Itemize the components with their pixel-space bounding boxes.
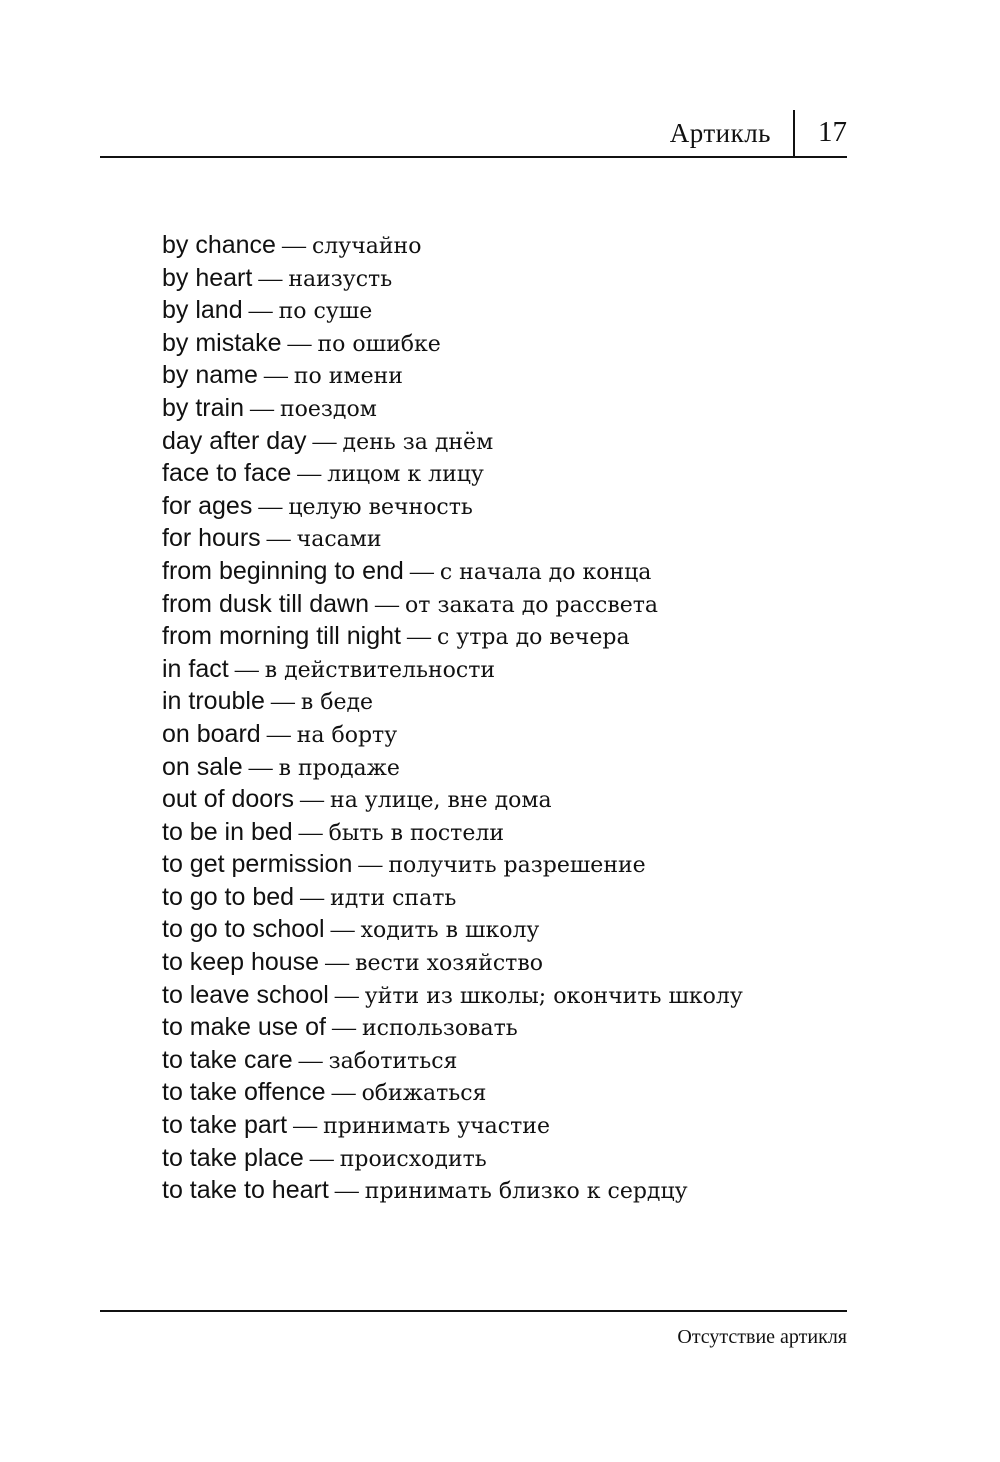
phrase-dash: —: [375, 591, 400, 618]
phrase-russian: в действительности: [264, 657, 496, 683]
phrase-row: [162, 457, 862, 490]
phrase-dash: —: [281, 233, 306, 259]
phrase-dash: —: [266, 721, 291, 748]
phrase-row: [162, 979, 862, 1012]
phrase-russian: в беде: [300, 690, 374, 716]
phrase-list: [162, 229, 862, 1207]
phrase-russian: ходить в школу: [360, 918, 540, 944]
phrase-russian: принимать участие: [323, 1114, 550, 1140]
section-title: Артикль: [669, 118, 771, 148]
phrase-dash: —: [331, 1080, 356, 1107]
phrase-dash: —: [298, 819, 323, 846]
phrase-row: [162, 229, 862, 262]
phrase-dash: —: [266, 526, 291, 553]
phrase-row: [162, 1044, 862, 1077]
phrase-dash: —: [334, 1178, 359, 1205]
phrase-dash: —: [406, 624, 431, 651]
phrase-english: to take part: [162, 1111, 288, 1140]
running-footer-title: Отсутствие артикля: [677, 1326, 847, 1348]
phrase-row: [162, 1011, 862, 1044]
phrase-russian: вести хозяйство: [355, 951, 543, 977]
page-number: 17: [818, 116, 847, 148]
phrase-russian: с начала до конца: [439, 559, 652, 585]
phrase-russian: быть в постели: [328, 820, 505, 846]
phrase-row: [162, 425, 862, 458]
phrase-english: by train: [162, 393, 244, 422]
phrase-english: for hours: [162, 524, 261, 553]
phrase-dash: —: [312, 428, 337, 455]
phrase-english: to take to heart: [162, 1176, 329, 1205]
phrase-russian: от заката до рассвета: [405, 592, 659, 618]
phrase-row: [162, 588, 862, 621]
phrase-dash: —: [249, 395, 274, 422]
phrase-dash: —: [300, 884, 325, 911]
phrase-row: [162, 490, 862, 523]
phrase-dash: —: [297, 461, 322, 488]
phrase-russian: в продаже: [278, 755, 400, 781]
phrase-dash: —: [325, 950, 350, 977]
phrase-russian: по имени: [293, 364, 403, 390]
phrase-russian: идти спать: [330, 885, 457, 911]
phrase-row: [162, 881, 862, 914]
phrase-english: to keep house: [162, 948, 320, 977]
phrase-russian: происходить: [339, 1146, 487, 1172]
phrase-row: [162, 620, 862, 653]
phrase-row: [162, 1142, 862, 1175]
phrase-dash: —: [298, 1047, 323, 1074]
phrase-english: from beginning to end: [162, 556, 404, 585]
phrase-row: [162, 294, 862, 327]
phrase-english: to leave school: [162, 980, 329, 1009]
phrase-row: [162, 1109, 862, 1142]
phrase-dash: —: [287, 330, 312, 357]
phrase-row: [162, 718, 862, 751]
phrase-dash: —: [270, 689, 295, 716]
phrase-row: [162, 913, 862, 946]
phrase-row: [162, 327, 862, 360]
phrase-english: in trouble: [162, 687, 265, 716]
phrase-russian: по суше: [278, 299, 373, 325]
phrase-row: [162, 262, 862, 295]
phrase-row: [162, 1076, 862, 1109]
phrase-english: by land: [162, 296, 243, 325]
phrase-russian: поездом: [279, 396, 377, 422]
phrase-english: to take care: [162, 1045, 293, 1074]
phrase-english: to go to bed: [162, 882, 295, 911]
phrase-english: to take place: [162, 1143, 304, 1172]
phrase-row: [162, 522, 862, 555]
phrase-russian: использовать: [361, 1016, 518, 1042]
phrase-row: [162, 653, 862, 686]
phrase-russian: получить разрешение: [388, 853, 646, 879]
phrase-russian: с утра до вечера: [436, 625, 630, 651]
phrase-russian: обижаться: [361, 1081, 487, 1107]
phrase-english: by name: [162, 361, 258, 390]
phrase-dash: —: [409, 558, 434, 585]
phrase-russian: на улице, вне дома: [330, 788, 552, 814]
phrase-dash: —: [300, 787, 325, 814]
phrase-english: for ages: [162, 491, 253, 520]
phrase-dash: —: [358, 852, 383, 879]
phrase-english: on board: [162, 719, 261, 748]
phrase-english: to get permission: [162, 850, 353, 879]
phrase-english: in fact: [162, 654, 229, 683]
phrase-russian: наизусть: [288, 266, 393, 292]
phrase-dash: —: [234, 656, 259, 683]
phrase-dash: —: [331, 1015, 356, 1042]
phrase-row: [162, 783, 862, 816]
phrase-russian: случайно: [311, 234, 422, 259]
phrase-dash: —: [258, 265, 283, 292]
phrase-russian: часами: [296, 527, 382, 553]
phrase-dash: —: [248, 754, 273, 781]
phrase-dash: —: [258, 493, 283, 520]
phrase-russian: день за днём: [342, 429, 494, 455]
phrase-row: [162, 1174, 862, 1207]
phrase-russian: целую вечность: [288, 494, 473, 520]
phrase-row: [162, 685, 862, 718]
phrase-english: from morning till night: [162, 622, 401, 651]
phrase-dash: —: [309, 1145, 334, 1172]
phrase-english: to be in bed: [162, 817, 293, 846]
phrase-english: to take offence: [162, 1078, 326, 1107]
phrase-row: [162, 359, 862, 392]
phrase-dash: —: [293, 1113, 318, 1140]
phrase-row: [162, 392, 862, 425]
phrase-dash: —: [248, 298, 273, 325]
phrase-english: by chance: [162, 231, 276, 259]
phrase-row: [162, 848, 862, 881]
phrase-english: day after day: [162, 426, 307, 455]
phrase-row: [162, 555, 862, 588]
phrase-row: [162, 816, 862, 849]
phrase-dash: —: [263, 363, 288, 390]
phrase-row: [162, 946, 862, 979]
phrase-row: [162, 751, 862, 784]
page-header: [100, 110, 847, 158]
phrase-english: on sale: [162, 752, 243, 781]
phrase-english: by heart: [162, 263, 253, 292]
phrase-russian: заботиться: [328, 1048, 458, 1074]
phrase-dash: —: [330, 917, 355, 944]
phrase-russian: на борту: [296, 722, 398, 748]
phrase-english: to go to school: [162, 915, 325, 944]
phrase-english: to make use of: [162, 1013, 326, 1042]
phrase-english: from dusk till dawn: [162, 589, 370, 618]
phrase-russian: по ошибке: [317, 331, 441, 357]
header-divider: [793, 110, 795, 156]
phrase-russian: лицом к лицу: [327, 462, 484, 488]
phrase-dash: —: [334, 982, 359, 1009]
phrase-russian: принимать близко к сердцу: [364, 1179, 688, 1205]
phrase-russian: уйти из школы; окончить школу: [364, 983, 743, 1009]
page-footer: [100, 1310, 847, 1348]
phrase-english: by mistake: [162, 328, 282, 357]
phrase-english: out of doors: [162, 785, 295, 814]
phrase-english: face to face: [162, 459, 292, 488]
